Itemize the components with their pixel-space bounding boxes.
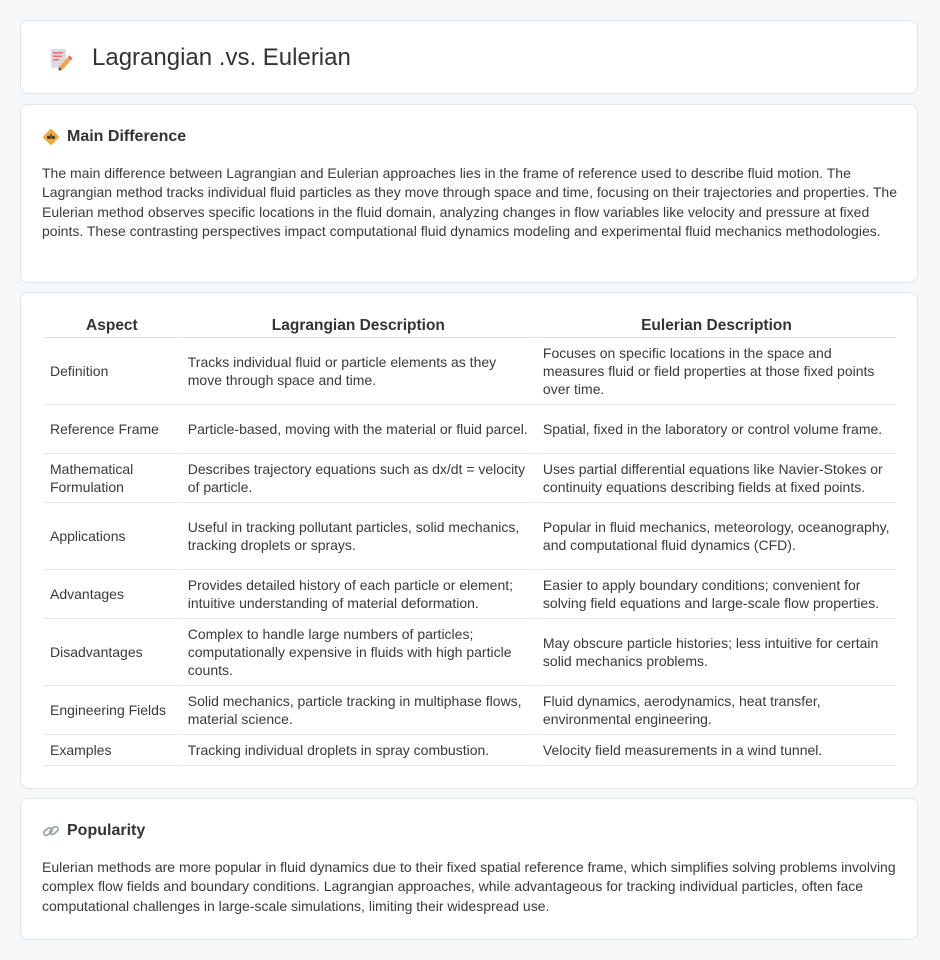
comparison-table xyxy=(42,313,898,766)
cell-eulerian: Spatial, fixed in the laboratory or control volume frame. xyxy=(537,405,896,454)
table-row xyxy=(44,503,896,570)
popularity-header xyxy=(42,821,145,841)
cell-eulerian: Velocity field measurements in a wind tunnel. xyxy=(537,735,896,766)
cell-lagrangian: Complex to handle large numbers of particles; computationally expensive in fluids with high particle counts. xyxy=(182,619,535,686)
main-difference-header xyxy=(42,127,186,147)
link-icon xyxy=(42,822,60,840)
cell-lagrangian: Particle-based, moving with the material or fluid parcel. xyxy=(182,405,535,454)
cell-lagrangian: Provides detailed history of each particle or element; intuitive understanding of material deformation. xyxy=(182,570,535,619)
cell-aspect: Definition xyxy=(44,338,180,405)
cell-eulerian: Popular in fluid mechanics, meteorology, oceanography, and computational fluid dynamics (CFD). xyxy=(537,503,896,570)
table-row xyxy=(44,338,896,405)
table-header-row xyxy=(44,313,896,338)
title-card xyxy=(20,20,918,94)
cell-lagrangian: Useful in tracking pollutant particles, solid mechanics, tracking droplets or sprays. xyxy=(182,503,535,570)
diamond-sign-icon xyxy=(42,128,60,146)
main-difference-heading: Main Difference xyxy=(67,128,187,145)
cell-lagrangian: Solid mechanics, particle tracking in multiphase flows, material science. xyxy=(182,686,535,735)
cell-aspect: Reference Frame xyxy=(44,405,180,454)
header-lagrangian: Lagrangian Description xyxy=(182,313,535,338)
comparison-table-section xyxy=(20,292,918,789)
edit-document-icon xyxy=(47,46,73,72)
cell-eulerian: Uses partial differential equations like Navier-Stokes or continuity equations describing fields at fixed points. xyxy=(537,454,896,503)
cell-aspect: Engineering Fields xyxy=(44,686,180,735)
popularity-heading: Popularity xyxy=(67,822,146,839)
cell-lagrangian: Describes trajectory equations such as dx/dt = velocity of particle. xyxy=(182,454,535,503)
cell-lagrangian: Tracks individual fluid or particle elements as they move through space and time. xyxy=(182,338,535,405)
table-row xyxy=(44,570,896,619)
cell-lagrangian: Tracking individual droplets in spray combustion. xyxy=(182,735,535,766)
table-row xyxy=(44,735,896,766)
cell-eulerian: Easier to apply boundary conditions; convenient for solving field equations and large-scale flow properties. xyxy=(537,570,896,619)
cell-aspect: Disadvantages xyxy=(44,619,180,686)
header-aspect: Aspect xyxy=(44,313,180,338)
cell-aspect: Examples xyxy=(44,735,180,766)
cell-eulerian: May obscure particle histories; less intuitive for certain solid mechanics problems. xyxy=(537,619,896,686)
main-difference-section xyxy=(20,104,918,283)
cell-aspect: Advantages xyxy=(44,570,180,619)
cell-eulerian: Focuses on specific locations in the space and measures fluid or field properties at those fixed points over time. xyxy=(537,338,896,405)
cell-aspect: Mathematical Formulation xyxy=(44,454,180,503)
popularity-section xyxy=(20,798,918,940)
main-difference-text: The main difference between Lagrangian and Eulerian approaches lies in the frame of reference used to describe fluid motion. The Lagrangian method tracks individual fluid particles as they move through space and time, focusing on their trajectories and properties. The Eulerian method observes specific locations in the fluid domain, analyzing changes in flow variables like velocity and pressure at fixed points. These contrasting perspectives impact computational fluid dynamics modeling and experimental fluid mechanics methodologies. xyxy=(42,165,897,240)
page-title: Lagrangian .vs. Eulerian xyxy=(92,44,351,71)
table-row xyxy=(44,454,896,503)
table-row xyxy=(44,686,896,735)
cell-eulerian: Fluid dynamics, aerodynamics, heat transfer, environmental engineering. xyxy=(537,686,896,735)
table-row xyxy=(44,619,896,686)
header-eulerian: Eulerian Description xyxy=(537,313,896,338)
cell-aspect: Applications xyxy=(44,503,180,570)
popularity-text: Eulerian methods are more popular in fluid dynamics due to their fixed spatial reference frame, which simplifies solving problems involving complex flow fields and boundary conditions. Lagrangian approaches, while advantageous for tracking individual particles, often face computational challenges in large-scale simulations, limiting their widespread use. xyxy=(42,859,896,914)
table-row xyxy=(44,405,896,454)
